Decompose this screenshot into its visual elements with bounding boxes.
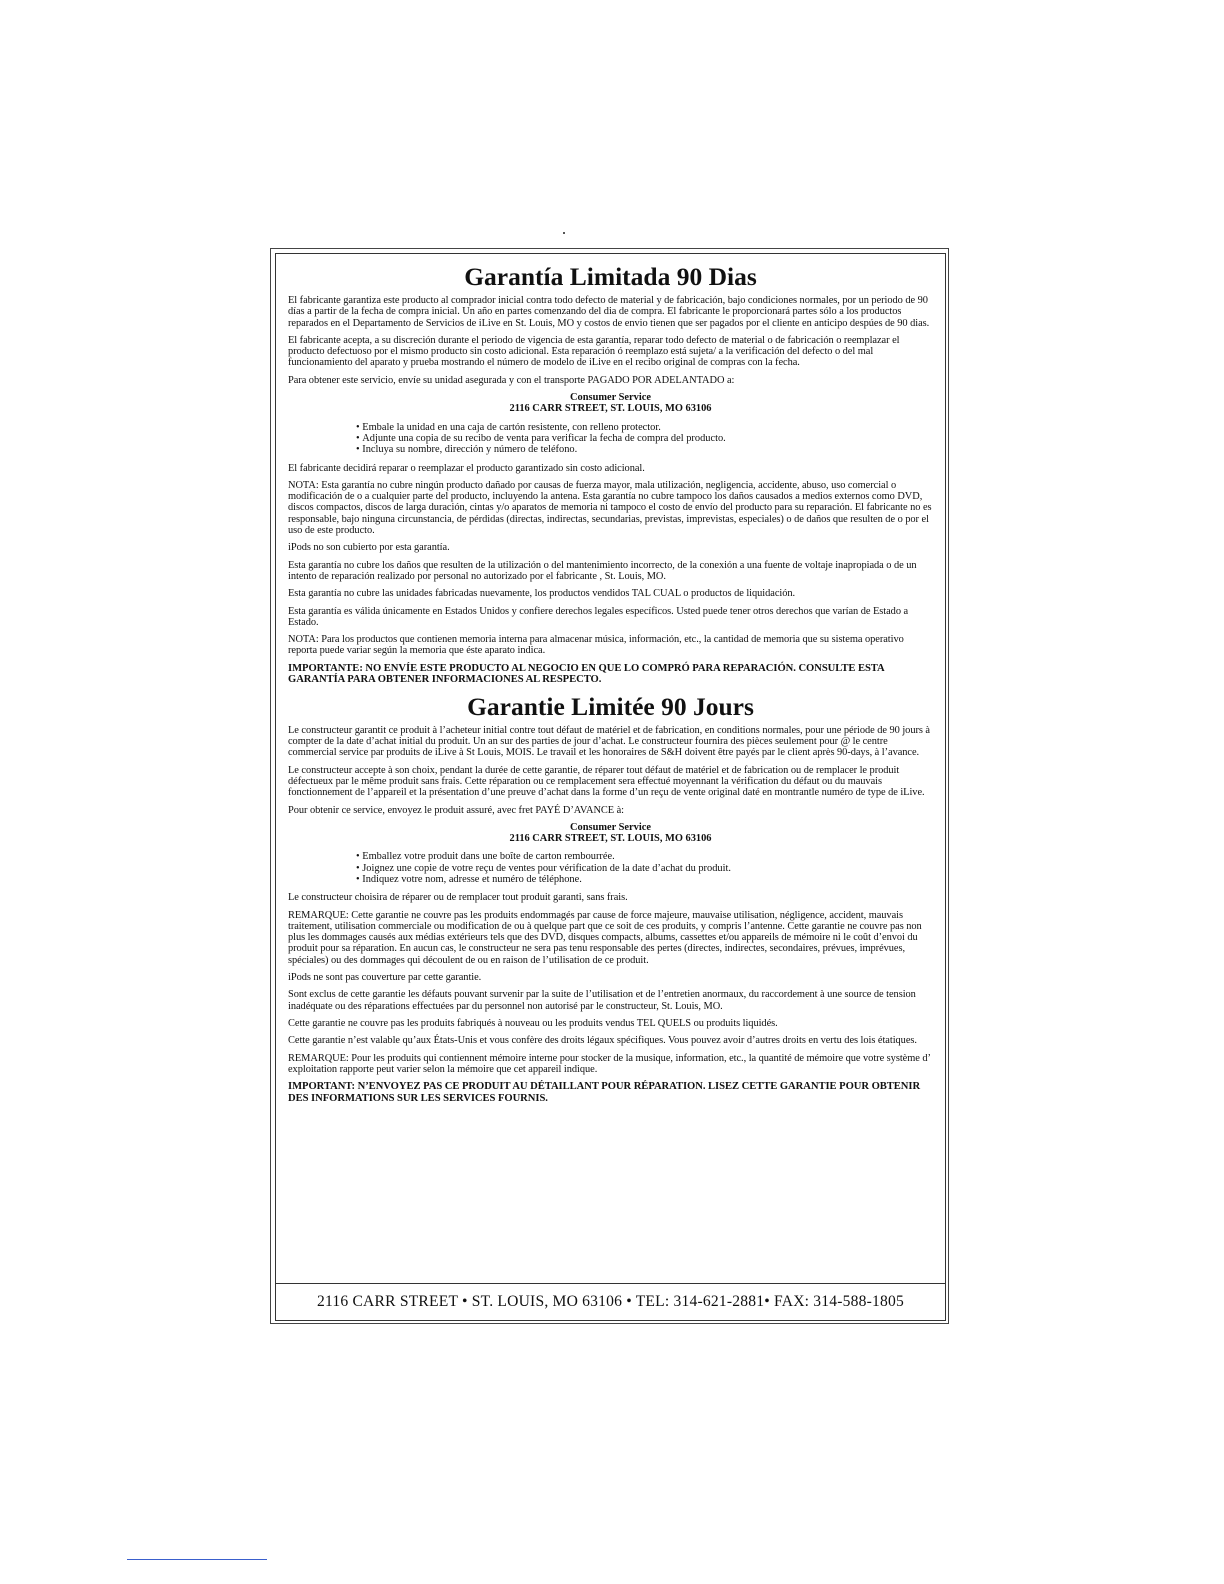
french-warranty-section xyxy=(288,692,933,1104)
spanish-paragraph-ipods: iPods no son cubierto por esta garantía. xyxy=(288,542,450,554)
spanish-paragraph-refurbished: Esta garantía no cubre las unidades fabricadas nuevamente, los productos vendidos TAL CUAL o productos de liquidación. xyxy=(288,588,796,600)
french-paragraph-decision: Le constructeur choisira de réparer ou de remplacer tout produit garanti, sans frais. xyxy=(288,892,628,904)
spanish-instructions-list xyxy=(288,422,933,456)
spanish-paragraph-validity: Esta garantía es válida únicamente en Estados Unidos y confiere derechos legales específicos. Usted puede tener otros derechos que varían de Estado a Estado. xyxy=(288,605,909,628)
list-item: • Adjunte una copia de su recibo de venta para verificar la fecha de compra del producto. xyxy=(356,433,933,444)
scan-speck xyxy=(563,232,565,234)
french-paragraph-coverage: Le constructeur garantit ce produit à l’acheteur initial contre tout défaut de matériel et de fabrication, en conditions normales, pour une période de 90 jours à compter de la date d’achat initial du produit. Un an sur des parties de jour d’achat. Le constructeur fournira des pièces seulement pour @ le centre commercial service par produits de iLive à St Louis, MOIS. Le travail et les honoraires de S&H doivent être payés par le client après 90-days, à l’avance. xyxy=(288,724,930,759)
french-paragraph-service: Pour obtenir ce service, envoyez le produit assuré, avec fret PAYÉ D’AVANCE à: xyxy=(288,804,625,816)
spanish-paragraph-repair: El fabricante acepta, a su discreción durante el periodo de vigencia de esta garantía, reparar todo defecto de material o de fabricación o reemplazar el producto defectuoso por el mismo producto sin costo adicional. Esta reparación ó reemplazo está sujeta/ a la verificación del defecto o del mal funcionamiento del aparato y prueba mostrando el número de modelo de iLive en el recibo original de compras con la fecha. xyxy=(288,334,900,369)
french-paragraph-validity: Cette garantie n’est valable qu’aux États-Unis et vous confère des droits légaux spécifiques. Vous pouvez avoir d’autres droits en vertu des lois étatiques. xyxy=(288,1035,917,1047)
french-paragraph-misuse: Sont exclus de cette garantie les défauts pouvant survenir par la suite de l’utilisation et de l’entretien anormaux, du raccordement à une source de tension inadéquate ou des réparations effectuées par du personnel non autorisé par le constructeur, St. Louis, MO. xyxy=(288,989,916,1012)
list-item: • Joignez une copie de votre reçu de ventes pour vérification de la date d’achat du produit. xyxy=(356,863,933,874)
spanish-paragraph-misuse: Esta garantía no cubre los daños que resulten de la utilización o del mantenimiento incorrecto, de la conexión a una fuente de voltaje inapropiada o de un intento de reparación realizado por personal no autorizado por el fabricante , St. Louis, MO. xyxy=(288,559,917,582)
french-paragraph-memory-note: REMARQUE: Pour les produits qui contiennent mémoire interne pour stocker de la musique, information, etc., la quantité de mémoire que votre système d’ exploitation rapporte peut varier selon la mémoire que cet appareil indique. xyxy=(288,1052,931,1075)
spanish-service-address xyxy=(288,392,933,415)
french-service-address xyxy=(288,822,933,845)
list-item: • Embale la unidad en una caja de cartón resistente, con relleno protector. xyxy=(356,422,933,433)
french-paragraph-ipods: iPods ne sont pas couverture par cette garantie. xyxy=(288,972,482,984)
french-address-street: 2116 CARR STREET, ST. LOUIS, MO 63106 xyxy=(509,833,712,845)
french-title: Garantie Limitée 90 Jours xyxy=(467,691,754,721)
spanish-paragraph-service: Para obtener este servicio, envíe su unidad asegurada y con el transporte PAGADO POR ADELANTADO a: xyxy=(288,374,735,386)
french-address-name: Consumer Service xyxy=(570,821,651,833)
bottom-edge-line xyxy=(127,1559,267,1560)
spanish-paragraph-decision: El fabricante decidirá reparar o reemplazar el producto garantizado sin costo adicional. xyxy=(288,462,645,474)
list-item: • Emballez votre produit dans une boîte de carton rembourrée. xyxy=(356,851,933,862)
spanish-address-name: Consumer Service xyxy=(570,392,651,404)
warranty-card xyxy=(275,253,946,1321)
spanish-title: Garantía Limitada 90 Dias xyxy=(464,262,757,291)
french-important-notice: IMPORTANT: N’ENVOYEZ PAS CE PRODUIT AU DÉTAILLANT POUR RÉPARATION. LISEZ CETTE GARANTIE POUR OBTENIR DES INFORMATIONS SUR LES SERVICES FOURNIS. xyxy=(288,1081,921,1104)
french-paragraph-remarque-exclusions: REMARQUE: Cette garantie ne couvre pas les produits endommagés par cause de force majeure, mauvaise utilisation, négligence, accident, mauvais traitement, utilisation commerciale ou modification de ou à quelque part que ce soit de ces produits, y compris l’antenne. Cette garantie ne couvre pas non plus les dommages causés aux médias extérieurs tels que des DVD, disques compacts, albums, cassettes et/ou appareils de mémoire ni le coût d’envoi du produit pour sa réparation. En aucun cas, le constructeur ne sera pas tenu responsable des pertes (directes, indirectes, secondaires, prévues, imprévues, spéciales) ou des dommages qui découlent de ou en raison de l’utilisation de ce produit. xyxy=(288,909,922,966)
list-item: • Incluya su nombre, dirección y número de teléfono. xyxy=(356,444,933,455)
french-paragraph-refurbished: Cette garantie ne couvre pas les produits fabriqués à nouveau ou les produits vendus TEL QUELS ou produits liquidés. xyxy=(288,1017,778,1029)
list-item: • Indiquez votre nom, adresse et numéro de téléphone. xyxy=(356,874,933,885)
spanish-paragraph-coverage: El fabricante garantiza este producto al comprador inicial contra todo defecto de material y de fabricación, bajo condiciones normales, por un periodo de 90 días a partir de la fecha de compra inicial. Un año en partes comenzando del dia de compra. El fabricante le proporcionará partes sólo a los productos reparados en el Departamento de Servicios de iLive en St. Louis, MO y costos de envio tienen que ser pagados por el cliente en anticipo despúes de 90 dias. xyxy=(288,295,930,329)
spanish-warranty-section xyxy=(288,262,933,686)
french-paragraph-repair: Le constructeur accepte à son choix, pendant la durée de cette garantie, de réparer tout défaut de matériel et de fabrication ou de remplacer le produit défectueux par le même produit sans frais. Cette réparation ou ce remplacement sera effectué moyennant la vérification du défaut ou du mauvais fonctionnement de l’appareil et la présentation d’une preuve d’achat dans la forme d’un reçu de vente original daté en montrantle numéro de type de iLive. xyxy=(288,764,925,799)
footer-contact-line: 2116 CARR STREET • ST. LOUIS, MO 63106 • TEL: 314-621-2881• FAX: 314-588-1805 xyxy=(316,1293,905,1310)
footer-divider xyxy=(276,1283,945,1284)
spanish-important-notice: IMPORTANTE: NO ENVÍE ESTE PRODUCTO AL NEGOCIO EN QUE LO COMPRÓ PARA REPARACIÓN. CONSULTE ESTA GARANTÍA PARA OBTENER INFORMACIONES AL RESPECTO. xyxy=(288,662,885,686)
french-instructions-list xyxy=(288,851,933,885)
spanish-paragraph-note-exclusions: NOTA: Esta garantía no cubre ningún producto dañado por causas de fuerza mayor, mala utilización, negligencia, accidente, abuso, uso comercial o modificación de o a cualquier parte del producto, incluyendo la antena. Esta garantía no cubre tampoco los daños causados a medios externos como DVD, discos compactos, discos de larga duración, cintas y/o aparatos de memoria ni tampoco el costo de envío del producto para su reparación. El fabricante no es responsable, bajo ninguna circunstancia, de pérdidas (directas, indirectas, secundarias, previstas, imprevistas, especiales) o de daños que resulten de o por el uso de este producto. xyxy=(288,479,932,537)
spanish-paragraph-memory-note: NOTA: Para los productos que contienen memoria interna para almacenar música, información, etc., la cantidad de memoria que su sistema operativo reporta puede variar según la memoria que éste aparato indica. xyxy=(288,634,904,657)
spanish-address-street: 2116 CARR STREET, ST. LOUIS, MO 63106 xyxy=(509,403,712,415)
